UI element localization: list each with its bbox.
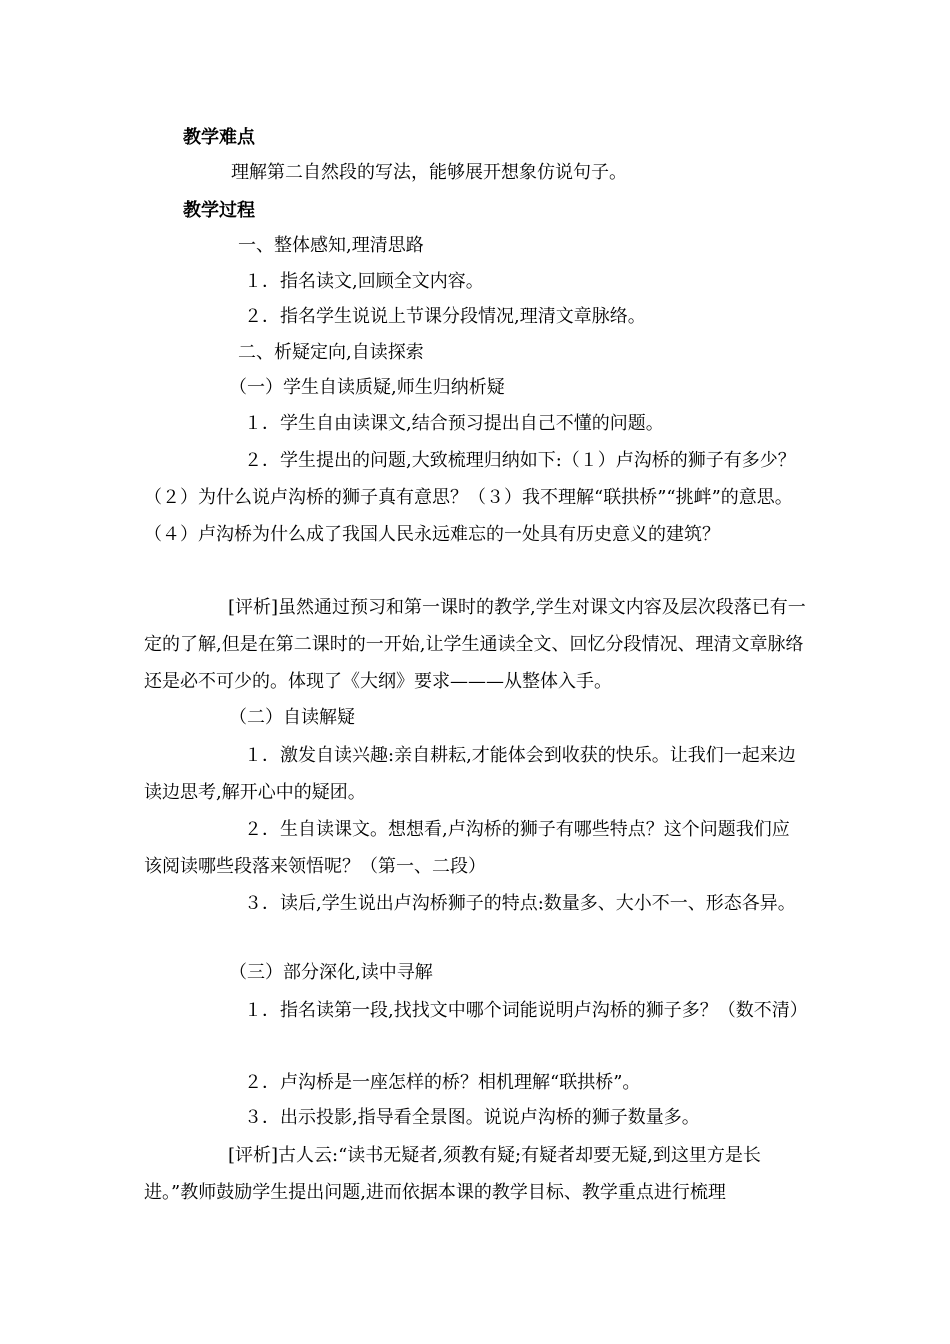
difficulty-heading: 教学难点 <box>183 127 255 148</box>
part1-title: 一、整体感知,理清思路 <box>238 235 424 256</box>
sub1-item2: ２．学生提出的问题,大致梳理归纳如下:（１）卢沟桥的狮子有多少？（２）为什么说卢沟桥的狮子真有意思？（３）我不理解“联拱桥”“挑衅”的意思。（４）卢沟桥为什么成了我国人民永远难忘的一处具有历史意义的建筑？ <box>144 450 796 545</box>
part1-item2: ２．指名学生说说上节课分段情况,理清文章脉络。 <box>244 306 646 327</box>
sub1-title: （一）学生自读质疑,师生归纳析疑 <box>229 377 505 398</box>
sub2-item3: ３．读后,学生说出卢沟桥狮子的特点:数量多、大小不一、形态各异。 <box>244 893 796 914</box>
sub3-item1: １．指名读第一段,找找文中哪个词能说明卢沟桥的狮子多？（数不清） <box>244 1000 808 1021</box>
sub2-item1: １．激发自读兴趣:亲自耕耘,才能体会到收获的快乐。让我们一起来边读边思考,解开心中的疑团。 <box>144 745 796 803</box>
part1-item1: １．指名读文,回顾全文内容。 <box>244 271 484 292</box>
sub1-item1: １．学生自由读课文,结合预习提出自己不懂的问题。 <box>244 413 664 434</box>
sub3-item2: ２．卢沟桥是一座怎样的桥？相机理解“联拱桥”。 <box>244 1072 641 1093</box>
difficulty-text: 理解第二自然段的写法，能够展开想象仿说句子。 <box>231 162 627 183</box>
sub3-item3: ３．出示投影,指导看全景图。说说卢沟桥的狮子数量多。 <box>244 1107 700 1128</box>
part2-title: 二、析疑定向,自读探索 <box>238 342 424 363</box>
process-heading: 教学过程 <box>183 200 255 221</box>
comment-1: [评析]虽然通过预习和第一课时的教学,学生对课文内容及层次段落已有一定的了解,但是在第二课时的一开始,让学生通读全文、回忆分段情况、理清文章脉络还是必不可少的。体现了《大纲》要求———从整体入手。 <box>144 597 806 692</box>
sub2-title: （二）自读解疑 <box>229 707 355 728</box>
sub2-item2: ２．生自读课文。想想看,卢沟桥的狮子有哪些特点？这个问题我们应该阅读哪些段落来领悟呢？（第一、二段） <box>144 819 790 877</box>
sub3-title: （三）部分深化,读中寻解 <box>229 962 433 983</box>
comment-2: [评析]古人云:“读书无疑者,须教有疑;有疑者却要无疑,到这里方是长进。”教师鼓励学生提出问题,进而依据本课的教学目标、教学重点进行梳理 <box>144 1145 761 1203</box>
